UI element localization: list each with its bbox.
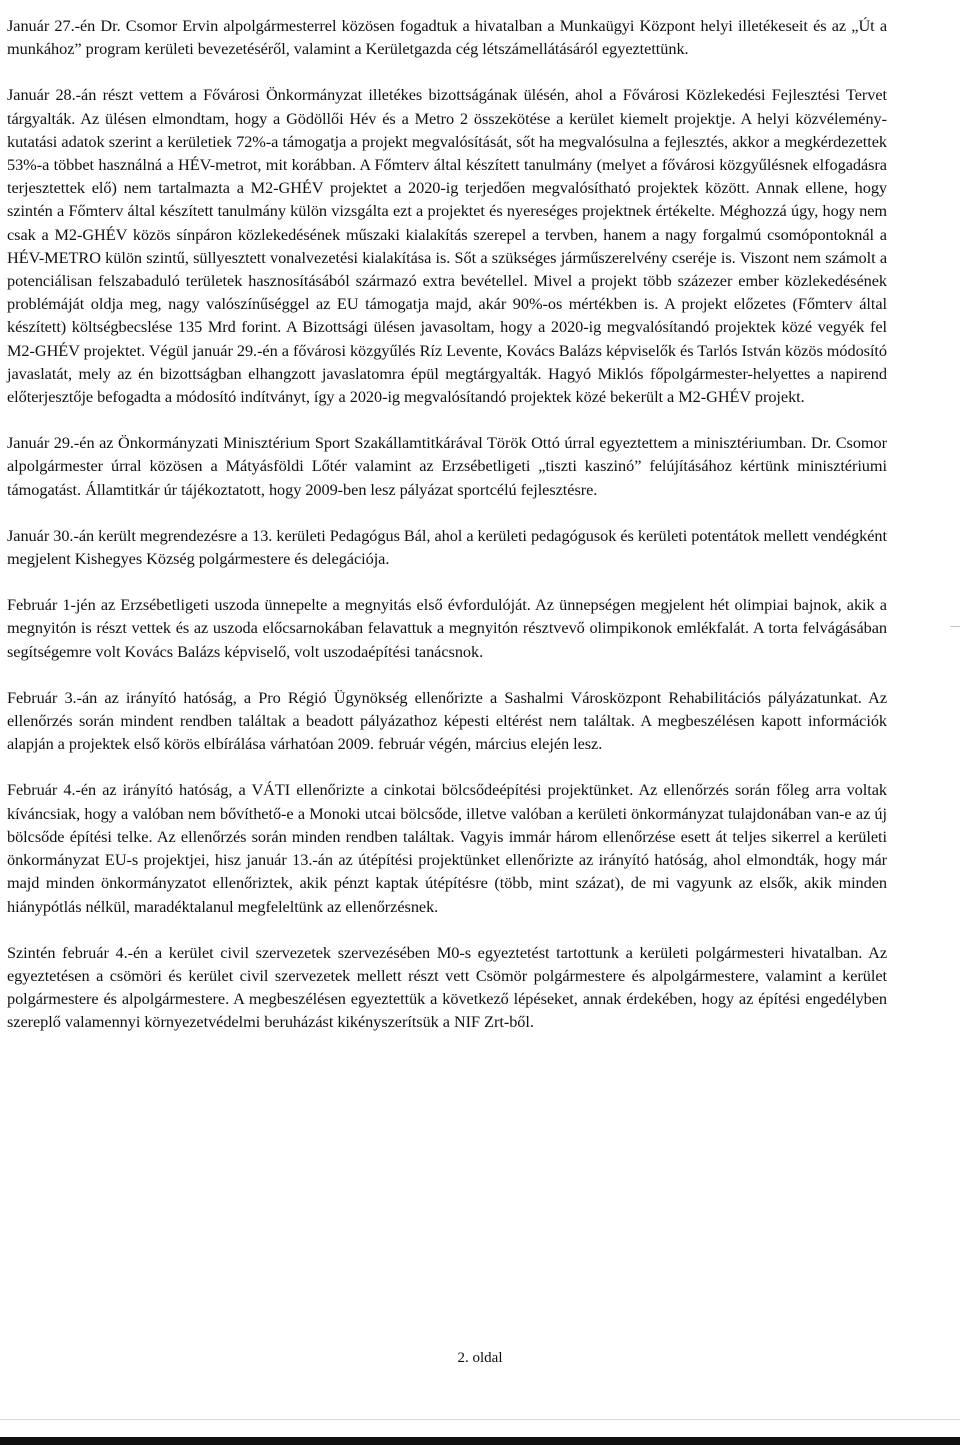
- page-number: 2. oldal: [457, 1350, 503, 1366]
- document-body: [7, 14, 887, 1034]
- paragraph-jan28: Január 28.-án részt vettem a Fővárosi Önkormányzat illetékes bizottságának ülésén, ahol a Fővárosi Közlekedési Fejlesztési Tervet tárgyalták. Az ülésen elmondtam, hogy a Gödöllői Hév és a Metro 2 összekötése a kerület kiemelt projektje. A helyi közvélemény-kutatási adatok szerint a kerületiek 72%-a támogatja a projekt megvalósítását, sőt ha megvalósulna a fejlesztés, akkor a megkérdezettek 53%-a többet használná a HÉV-metrot, mit korábban. A Főmterv által készített tanulmány (melyet a fővárosi közgyűlésnek elfogadásra terjesztettek elő) nem tartalmazta a M2-GHÉV projektet a 2020-ig terjedően megvalósítható projektek között. Annak ellene, hogy szintén a Főmterv által készített tanulmány külön vizsgálta ezt a projektet és nyereséges projektnek értékelte. Méghozzá úgy, hogy nem csak a M2-GHÉV közös sínpáron közlekedésének műszaki kialakítás szerepel a tervben, hanem a nagy forgalmú csomópontoknál a HÉV-METRO külön szintű, süllyesztett vonalvezetési kialakítása is. Sőt a szükséges járműszerelvény cseréje is. Viszont nem számolt a potenciálisan felszabaduló területek hasznosításából származó extra bevétellel. Mivel a projekt több százezer ember közlekedésének problémáját oldja meg, nagy valószínűséggel az EU támogatja majd, akár 90%-os mértékben is. A projekt előzetes (Főmterv által készített) költségbecslése 135 Mrd forint. A Bizottsági ülésen javasoltam, hogy a 2020-ig megvalósítandó projektek közé vegyék fel M2-GHÉV projektet. Végül január 29.-én a fővárosi közgyűlés Ríz Levente, Kovács Balázs képviselők és Tarlós István közös módosító javaslatát, mely az én bizottságban elhangzott javaslatomra épül megtárgyalták. Hagyó Miklós főpolgármester-helyettes a napirend előterjesztője befogadta a módosító indítványt, így a 2020-ig megvalósítandó projektek közé bekerült a M2-GHÉV projekt.: [7, 85, 887, 407]
- paragraph-feb4-m0: Szintén február 4.-én a kerület civil szervezetek szervezésében M0-s egyeztetést tartottunk a kerületi polgármesteri hivatalban. Az egyeztetésen a csömöri és kerület civil szervezetek mellett részt vett Csömör polgármestere és alpolgármestere, valamint a kerület polgármestere és alpolgármestere. A megbeszélésen egyeztettük a következő lépéseket, annak érdekében, hogy az építési engedélyben szereplő valamennyi környezetvédelmi beruházást kikényszerítsük a NIF Zrt-ből.: [7, 942, 887, 1032]
- margin-mark: [950, 626, 960, 627]
- scan-bottom-edge: [0, 1437, 960, 1445]
- paragraph-jan30: Január 30.-án került megrendezésre a 13. kerületi Pedagógus Bál, ahol a kerületi pedagógusok és kerületi potentátok mellett vendégként megjelent Kishegyes Község polgármestere és delegációja.: [7, 525, 887, 569]
- paragraph-feb1: Február 1-jén az Erzsébetligeti uszoda ünnepelte a megnyitás első évfordulóját. Az ünnepségen megjelent hét olimpiai bajnok, akik a megnyitón is részt vettek és az uszoda előcsarnokában felavattuk a megnyitón résztvevő olimpikonok emlékfalát. A torta felvágásában segítségemre volt Kovács Balázs képviselő, volt uszodaépítési tanácsnok.: [7, 595, 887, 661]
- paragraph-feb4: Február 4.-én az irányító hatóság, a VÁTI ellenőrizte a cinkotai bölcsődeépítési projektünket. Az ellenőrzés során főleg arra voltak kíváncsiak, hogy a valóban nem bővíthető-e a Monoki utcai bölcsőde, illetve valóban a kerületi önkormányzat tulajdonában van-e az új bölcsőde építési telke. Az ellenőrzés során minden rendben találtak. Vagyis immár három ellenőrzése esett át teljes sikerrel a kerületi önkormányzat EU-s projektjei, hisz január 13.-án az útépítési projektünket ellenőrizte az irányító hatóság, ahol elmondták, hogy már majd minden önkormányzatot ellenőriztek, akik pénzt kaptak útépítésre (több, mint százat), de mi vagyunk az elsők, akik minden hiánypótlás nélkül, maradéktalanul megfeleltünk az ellenőrzésnek.: [7, 780, 887, 916]
- paragraph-feb3: Február 3.-án az irányító hatóság, a Pro Régió Ügynökség ellenőrizte a Sashalmi Városközpont Rehabilitációs pályázatunkat. Az ellenőrzés során mindent rendben találtak a beadott pályázathoz képesti eltérést nem találtak. A megbeszélésen kapott információk alapján a projektek első körös elbírálása várhatóan 2009. február végén, március elején lesz.: [7, 687, 887, 754]
- footer-divider: [0, 1419, 960, 1420]
- paragraph-jan27: Január 27.-én Dr. Csomor Ervin alpolgármesterrel közösen fogadtuk a hivatalban a Munkaügyi Központ helyi illetékeseit és az „Út a munkához” program kerületi bevezetéséről, valamint a Kerületgazda cég létszámellátásáról egyeztettünk.: [7, 16, 887, 59]
- paragraph-jan29: Január 29.-én az Önkormányzati Minisztérium Sport Szakállamtitkárával Török Ottó úrral egyeztettem a minisztériumban. Dr. Csomor alpolgármester úrral közösen a Mátyásföldi Lőtér valamint az Erzsébetligeti „tiszti kaszinó” felújításához kértünk minisztériumi támogatást. Államtitkár úr tájékoztatott, hogy 2009-ben lesz pályázat sportcélú fejlesztésre.: [7, 433, 887, 499]
